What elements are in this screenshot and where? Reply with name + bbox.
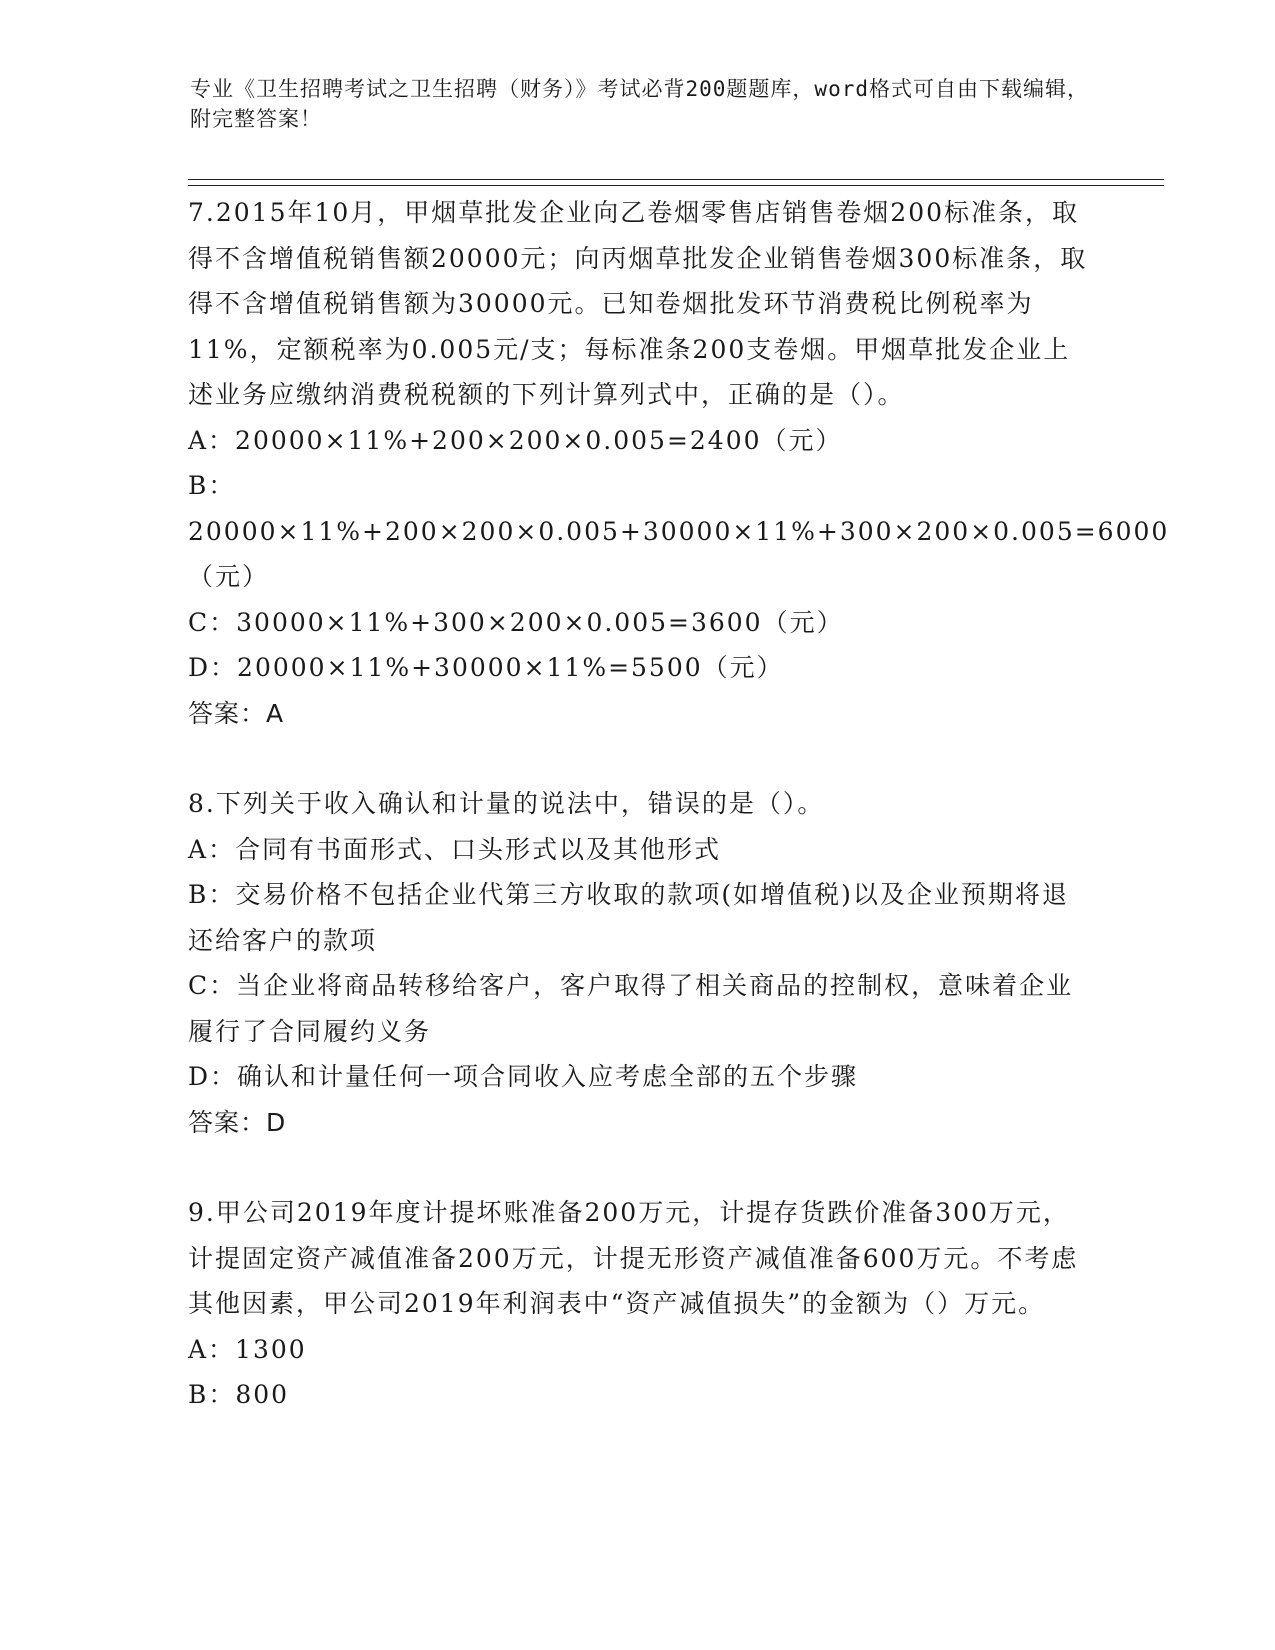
answer-line: 答案：A xyxy=(188,698,285,728)
question-7 xyxy=(188,190,1170,736)
document-title: 专业《卫生招聘考试之卫生招聘（财务）》考试必背200题题库，word格式可自由下载编辑，附完整答案！ xyxy=(190,77,1089,131)
question-stem: 8.下列关于收入确认和计量的说法中，错误的是（）。 xyxy=(188,789,825,818)
option-a: A：20000×11%+200×200×0.005=2400（元） xyxy=(188,425,843,455)
option-a: A：1300 xyxy=(188,1334,307,1364)
question-8 xyxy=(188,781,1088,1145)
question-stem: 7.2015年10月，甲烟草批发企业向乙卷烟零售店销售卷烟200标准条，取得不含增值税销售额20000元；向丙烟草批发企业销售卷烟300标准条，取得不含增值税销售额为30000元。已知卷烟批发环节消费税比例税率为11%，定额税率为0.005元/支；每标准条200支卷烟。甲烟草批发企业上述业务应缴纳消费税税额的下列计算列式中，正确的是（）。 xyxy=(188,198,1088,409)
document-header xyxy=(190,74,1090,134)
option-b: B：20000×11%+200×200×0.005+30000×11%+300×200×0.005=6000（元） xyxy=(188,471,1170,591)
answer-line: 答案：D xyxy=(188,1107,287,1137)
question-9 xyxy=(188,1190,1088,1418)
option-b: B：800 xyxy=(188,1380,290,1409)
option-d: D：20000×11%+30000×11%=5500（元） xyxy=(188,653,784,682)
header-rule-top xyxy=(188,179,1164,180)
question-list xyxy=(188,190,1170,1463)
option-a: A：合同有书面形式、口头形式以及其他形式 xyxy=(188,834,722,864)
option-c: C：当企业将商品转移给客户，客户取得了相关商品的控制权，意味着企业履行了合同履约义务 xyxy=(188,971,1074,1046)
option-c: C：30000×11%+300×200×0.005=3600（元） xyxy=(188,607,844,637)
header-rule-bottom xyxy=(188,185,1164,186)
question-stem: 9.甲公司2019年度计提坏账准备200万元，计提存货跌价准备300万元，计提固定资产减值准备200万元，计提无形资产减值准备600万元。不考虑其他因素，甲公司2019年利润表中“资产减值损失”的金额为（）万元。 xyxy=(188,1198,1079,1318)
option-b: B：交易价格不包括企业代第三方收取的款项(如增值税)以及企业预期将退还给客户的款项 xyxy=(188,880,1069,955)
option-d: D：确认和计量任何一项合同收入应考虑全部的五个步骤 xyxy=(188,1062,859,1091)
